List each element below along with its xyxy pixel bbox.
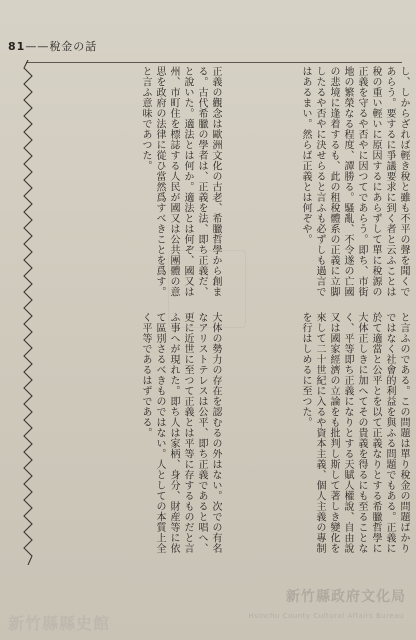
text-block-upper-right: し、しからざれば輕き稅と雖も不平の聲を聞くであらう。要するに爭議要求に到く者と云ふことは稅の重い輕いに原因するにあらずして單に稅源の正義を守るや否やに因つてであらう。即ち、市街地の繁榮なる程度、譚勝る。騷亂、不令遂の亡國の悲境に逢着するも、此の租稅體系の正義に立脚したるや否やに決せらると言ふも必ずしも過言ではあるまい。然らば正義とは何ぞや。 (300, 66, 409, 297)
header-rule (26, 62, 402, 63)
text-block-lower-right: と言ふのである。この問題は單り稅金の問題ばかりではなく社會的利益を與ふる問題でもある。正義に於て適當と公平とを以て正義なりとする希臘哲學に大体正しきに加へてその貴義を得るにも至ることなく、平等即ち正義になりとする天賦人權說、自由說又は國家經濟の立論をも批判し斯して著しき變化を來して二十世紀に入るや資本主義、個人主義の專制を行はしめるに至つた。 (300, 312, 409, 554)
page-header (8, 38, 408, 56)
page-number: 81 (8, 40, 26, 53)
watermark-title: 新竹縣政府文化局 (286, 589, 406, 605)
section-title: 稅金の話 (49, 40, 98, 53)
header-dash: —— (25, 40, 50, 53)
watermark-subtitle: Hsinchu County Cultural Affairs Bureau (248, 612, 404, 620)
county-history-logo: 新竹縣縣史館 (8, 614, 111, 633)
text-block-lower-left: 大体の勢力の存在を認むるの外はない。次での有名なアリストテレスは公平、即ち正義であると唱へ、更に近世に至つて正義とは平等に存するものだと言ふ事へが現れた。即ち人は家柄、身分、財産等に依て區別さるべきものではない。人としての本質上全く平等であるはずである。 (140, 312, 221, 554)
faded-library-stamp (168, 250, 246, 328)
text-block-upper-left: 正義の觀念は歐洲文化の古老、希臘哲學から創まる。古代希臘の學者は、正義を法、即ち正義だ、と說いた。適法とは何か。適法とは何ぞ、國又は州、市町住を標誌する人民が國又は公共團體の意思を政府の法律に從ひ當然爲すべきことを爲す。と言ふ意味であつた。 (140, 66, 221, 297)
